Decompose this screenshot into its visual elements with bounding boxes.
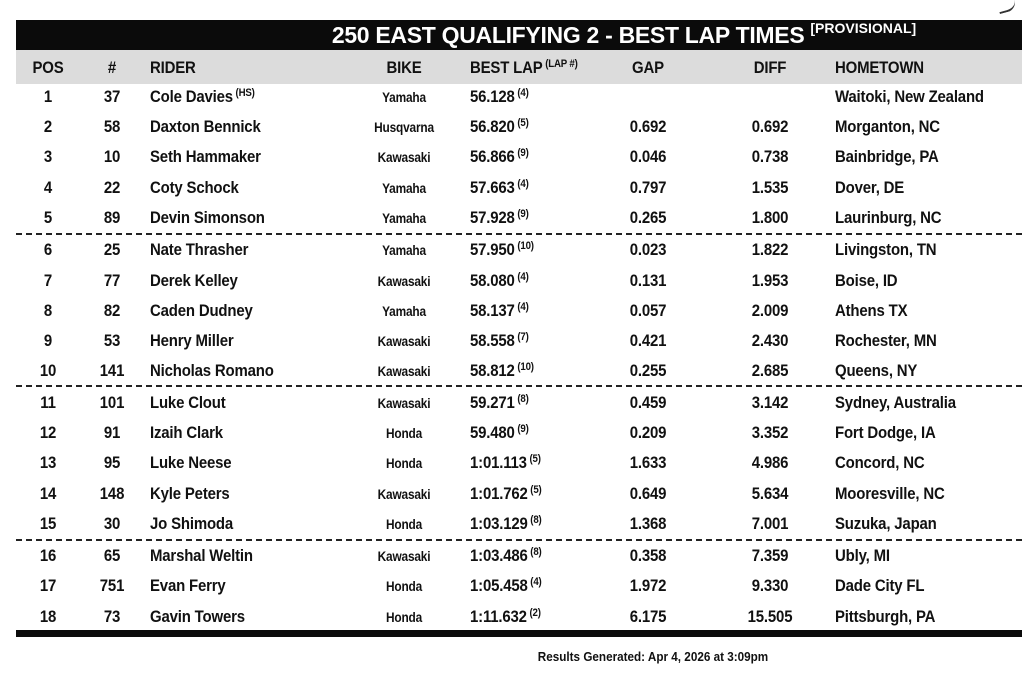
gap-cell: 0.421 xyxy=(629,331,667,350)
pos-cell: 7 xyxy=(43,271,53,290)
page-title: 250 EAST QUALIFYING 2 - BEST LAP TIMES xyxy=(331,22,805,48)
hometown-cell: Dover, DE xyxy=(835,178,905,197)
rider-name: Luke Clout xyxy=(150,393,226,412)
lap-number: (5) xyxy=(529,453,541,465)
best-lap-time: 1:11.632 xyxy=(470,607,527,626)
rider-name: Coty Schock xyxy=(150,178,239,197)
hometown-cell: Morganton, NC xyxy=(835,117,940,136)
pos-cell: 4 xyxy=(43,178,53,197)
best-lap-time: 1:05.458 xyxy=(470,576,528,595)
number-cell: 65 xyxy=(103,546,121,565)
best-lap-cell xyxy=(470,240,534,260)
hometown-cell: Sydney, Australia xyxy=(835,393,956,412)
diff-cell: 0.692 xyxy=(751,117,789,136)
header-pos: POS xyxy=(32,58,64,77)
bike-cell: Yamaha xyxy=(382,181,426,196)
hometown-cell: Laurinburg, NC xyxy=(835,208,942,227)
best-lap-cell xyxy=(470,87,529,107)
hometown-cell: Pittsburgh, PA xyxy=(835,607,936,626)
best-lap-time: 58.812 xyxy=(470,361,515,380)
number-cell: 82 xyxy=(103,301,121,320)
rider-cell xyxy=(150,87,255,107)
bike-cell: Kawasaki xyxy=(377,549,431,564)
pos-cell: 3 xyxy=(43,147,53,166)
pos-cell: 18 xyxy=(39,607,57,626)
diff-cell: 3.352 xyxy=(751,423,789,442)
lap-number: (9) xyxy=(517,147,529,159)
header-best-lap-label: BEST LAP xyxy=(470,58,543,77)
bike-cell: Honda xyxy=(385,579,423,594)
best-lap-cell xyxy=(470,271,529,291)
gap-cell: 1.972 xyxy=(629,576,667,595)
best-lap-cell xyxy=(470,147,529,167)
header-lap-number-label: (LAP #) xyxy=(545,58,578,70)
bike-cell: Husqvarna xyxy=(374,120,434,135)
diff-cell: 9.330 xyxy=(751,576,789,595)
bike-cell: Honda xyxy=(385,426,423,441)
bike-cell: Kawasaki xyxy=(377,334,431,349)
bottom-rule xyxy=(16,630,1022,637)
best-lap-cell xyxy=(470,453,541,473)
best-lap-time: 58.137 xyxy=(470,301,515,320)
diff-cell: 2.430 xyxy=(751,331,789,350)
number-cell: 77 xyxy=(103,271,121,290)
hometown-cell: Rochester, MN xyxy=(835,331,937,350)
lap-number: (4) xyxy=(530,576,542,588)
bike-cell: Kawasaki xyxy=(377,364,431,379)
rider-cell xyxy=(150,393,226,413)
hometown-cell: Waitoki, New Zealand xyxy=(835,87,984,106)
number-cell: 751 xyxy=(99,576,125,595)
hometown-cell: Boise, ID xyxy=(835,271,898,290)
rider-cell xyxy=(150,423,223,443)
number-cell: 95 xyxy=(103,453,121,472)
best-lap-time: 56.866 xyxy=(470,147,515,166)
gap-cell: 1.633 xyxy=(629,453,667,472)
group-divider xyxy=(16,539,1022,541)
best-lap-time: 57.950 xyxy=(470,240,515,259)
best-lap-time: 59.271 xyxy=(470,393,515,412)
number-cell: 25 xyxy=(103,240,121,259)
bike-cell: Honda xyxy=(385,456,423,471)
best-lap-cell xyxy=(470,546,542,566)
diff-cell: 1.800 xyxy=(751,208,789,227)
pos-cell: 5 xyxy=(43,208,53,227)
best-lap-time: 59.480 xyxy=(470,423,515,442)
diff-cell: 3.142 xyxy=(751,393,789,412)
gap-cell: 0.265 xyxy=(629,208,667,227)
best-lap-time: 1:03.129 xyxy=(470,514,528,533)
bike-cell: Kawasaki xyxy=(377,150,431,165)
best-lap-time: 57.663 xyxy=(470,178,515,197)
number-cell: 73 xyxy=(103,607,121,626)
pos-cell: 6 xyxy=(43,240,53,259)
gap-cell: 0.057 xyxy=(629,301,667,320)
number-cell: 89 xyxy=(103,208,121,227)
diff-cell: 7.001 xyxy=(751,514,789,533)
number-cell: 37 xyxy=(103,87,121,106)
rider-class-badge: (HS) xyxy=(235,87,255,99)
gap-cell: 0.358 xyxy=(629,546,667,565)
results-generated xyxy=(0,649,1024,664)
best-lap-cell xyxy=(470,117,529,137)
header-number: # xyxy=(107,58,117,77)
diff-cell: 4.986 xyxy=(751,453,789,472)
diff-cell: 0.738 xyxy=(751,147,789,166)
rider-cell xyxy=(150,546,253,566)
number-cell: 101 xyxy=(99,393,125,412)
best-lap-cell xyxy=(470,361,534,381)
rider-name: Marshal Weltin xyxy=(150,546,253,565)
rider-name: Izaih Clark xyxy=(150,423,223,442)
rider-name: Seth Hammaker xyxy=(150,147,261,166)
pos-cell: 12 xyxy=(39,423,57,442)
number-cell: 30 xyxy=(103,514,121,533)
rider-cell xyxy=(150,453,231,473)
header-hometown: HOMETOWN xyxy=(835,58,924,77)
best-lap-time: 1:01.113 xyxy=(470,453,527,472)
rider-cell xyxy=(150,514,233,534)
gap-cell: 0.046 xyxy=(629,147,667,166)
best-lap-cell xyxy=(470,514,542,534)
rider-cell xyxy=(150,484,230,504)
rider-name: Nate Thrasher xyxy=(150,240,249,259)
bike-cell: Yamaha xyxy=(382,304,426,319)
rider-name: Cole Davies xyxy=(150,87,233,106)
lap-number: (2) xyxy=(529,607,541,619)
lap-number: (4) xyxy=(517,178,529,190)
corner-decoration xyxy=(997,0,1017,14)
number-cell: 141 xyxy=(99,361,125,380)
hometown-cell: Dade City FL xyxy=(835,576,925,595)
best-lap-time: 1:01.762 xyxy=(470,484,528,503)
rider-name: Kyle Peters xyxy=(150,484,230,503)
bike-cell: Kawasaki xyxy=(377,487,431,502)
pos-cell: 15 xyxy=(39,514,57,533)
bike-cell: Yamaha xyxy=(382,90,426,105)
bike-cell: Honda xyxy=(385,610,423,625)
lap-number: (4) xyxy=(517,87,529,99)
diff-cell: 2.685 xyxy=(751,361,789,380)
best-lap-cell xyxy=(470,178,529,198)
rider-name: Derek Kelley xyxy=(150,271,238,290)
hometown-cell: Concord, NC xyxy=(835,453,925,472)
best-lap-time: 56.820 xyxy=(470,117,515,136)
hometown-cell: Athens TX xyxy=(835,301,908,320)
lap-number: (10) xyxy=(517,361,534,373)
rider-name: Evan Ferry xyxy=(150,576,226,595)
pos-cell: 13 xyxy=(39,453,57,472)
best-lap-cell xyxy=(470,331,529,351)
gap-cell: 0.797 xyxy=(629,178,667,197)
rider-cell xyxy=(150,301,253,321)
lap-number: (10) xyxy=(517,240,534,252)
title-bar xyxy=(16,20,1022,50)
lap-number: (8) xyxy=(517,393,529,405)
rider-name: Caden Dudney xyxy=(150,301,253,320)
rider-cell xyxy=(150,331,234,351)
lap-number: (9) xyxy=(517,208,529,220)
lap-number: (5) xyxy=(530,484,542,496)
gap-cell: 1.368 xyxy=(629,514,667,533)
hometown-cell: Suzuka, Japan xyxy=(835,514,937,533)
number-cell: 53 xyxy=(103,331,121,350)
pos-cell: 9 xyxy=(43,331,53,350)
lap-number: (9) xyxy=(517,423,529,435)
results-generated-text: Results Generated: Apr 4, 2026 at 3:09pm xyxy=(537,649,769,664)
pos-cell: 8 xyxy=(43,301,53,320)
rider-cell xyxy=(150,208,265,228)
rider-cell xyxy=(150,271,238,291)
pos-cell: 2 xyxy=(43,117,53,136)
diff-cell: 1.953 xyxy=(751,271,789,290)
gap-cell: 0.023 xyxy=(629,240,667,259)
rider-cell xyxy=(150,576,226,596)
rider-cell xyxy=(150,240,248,260)
rider-name: Nicholas Romano xyxy=(150,361,274,380)
rider-name: Daxton Bennick xyxy=(150,117,261,136)
diff-cell: 1.822 xyxy=(751,240,789,259)
pos-cell: 17 xyxy=(39,576,57,595)
diff-cell: 15.505 xyxy=(747,607,793,626)
rider-cell xyxy=(150,178,239,198)
rider-cell xyxy=(150,361,274,381)
gap-cell: 0.649 xyxy=(629,484,667,503)
rider-name: Henry Miller xyxy=(150,331,234,350)
number-cell: 10 xyxy=(103,147,121,166)
hometown-cell: Fort Dodge, IA xyxy=(835,423,936,442)
header-rider: RIDER xyxy=(150,58,196,77)
pos-cell: 1 xyxy=(43,87,53,106)
provisional-tag: [PROVISIONAL] xyxy=(810,20,917,36)
number-cell: 91 xyxy=(103,423,121,442)
lap-number: (5) xyxy=(517,117,529,129)
header-bike: BIKE xyxy=(386,58,422,77)
rider-cell xyxy=(150,607,245,627)
rider-name: Gavin Towers xyxy=(150,607,245,626)
hometown-cell: Queens, NY xyxy=(835,361,918,380)
best-lap-cell xyxy=(470,607,541,627)
best-lap-cell xyxy=(470,576,542,596)
best-lap-cell xyxy=(470,423,529,443)
rider-name: Luke Neese xyxy=(150,453,232,472)
gap-cell: 0.459 xyxy=(629,393,667,412)
best-lap-cell xyxy=(470,301,529,321)
number-cell: 58 xyxy=(103,117,121,136)
diff-cell: 7.359 xyxy=(751,546,789,565)
best-lap-time: 57.928 xyxy=(470,208,515,227)
lap-number: (4) xyxy=(517,301,529,313)
bike-cell: Yamaha xyxy=(382,243,426,258)
best-lap-time: 58.558 xyxy=(470,331,515,350)
lap-number: (8) xyxy=(530,546,542,558)
lap-number: (7) xyxy=(517,331,529,343)
group-divider xyxy=(16,233,1022,235)
hometown-cell: Bainbridge, PA xyxy=(835,147,939,166)
gap-cell: 0.131 xyxy=(629,271,667,290)
hometown-cell: Mooresville, NC xyxy=(835,484,945,503)
bike-cell: Honda xyxy=(385,517,423,532)
number-cell: 22 xyxy=(103,178,121,197)
best-lap-time: 58.080 xyxy=(470,271,515,290)
pos-cell: 10 xyxy=(39,361,57,380)
bike-cell: Kawasaki xyxy=(377,274,431,289)
gap-cell: 0.255 xyxy=(629,361,667,380)
bike-cell: Yamaha xyxy=(382,211,426,226)
best-lap-time: 1:03.486 xyxy=(470,546,528,565)
header-best-lap xyxy=(470,58,578,78)
rider-cell xyxy=(150,147,261,167)
pos-cell: 14 xyxy=(39,484,57,503)
gap-cell: 6.175 xyxy=(629,607,667,626)
hometown-cell: Ubly, MI xyxy=(835,546,890,565)
diff-cell: 1.535 xyxy=(751,178,789,197)
diff-cell: 5.634 xyxy=(751,484,789,503)
gap-cell: 0.692 xyxy=(629,117,667,136)
number-cell: 148 xyxy=(99,484,125,503)
rider-name: Devin Simonson xyxy=(150,208,265,227)
pos-cell: 11 xyxy=(40,393,56,412)
hometown-cell: Livingston, TN xyxy=(835,240,937,259)
group-divider xyxy=(16,385,1022,387)
bike-cell: Kawasaki xyxy=(377,396,431,411)
header-gap: GAP xyxy=(632,58,664,77)
diff-cell: 2.009 xyxy=(751,301,789,320)
gap-cell: 0.209 xyxy=(629,423,667,442)
rider-cell xyxy=(150,117,261,137)
best-lap-cell xyxy=(470,484,542,504)
rider-name: Jo Shimoda xyxy=(150,514,234,533)
pos-cell: 16 xyxy=(39,546,57,565)
header-diff: DIFF xyxy=(753,58,787,77)
best-lap-time: 56.128 xyxy=(470,87,515,106)
lap-number: (8) xyxy=(530,514,542,526)
best-lap-cell xyxy=(470,393,529,413)
lap-number: (4) xyxy=(517,271,529,283)
best-lap-cell xyxy=(470,208,529,228)
